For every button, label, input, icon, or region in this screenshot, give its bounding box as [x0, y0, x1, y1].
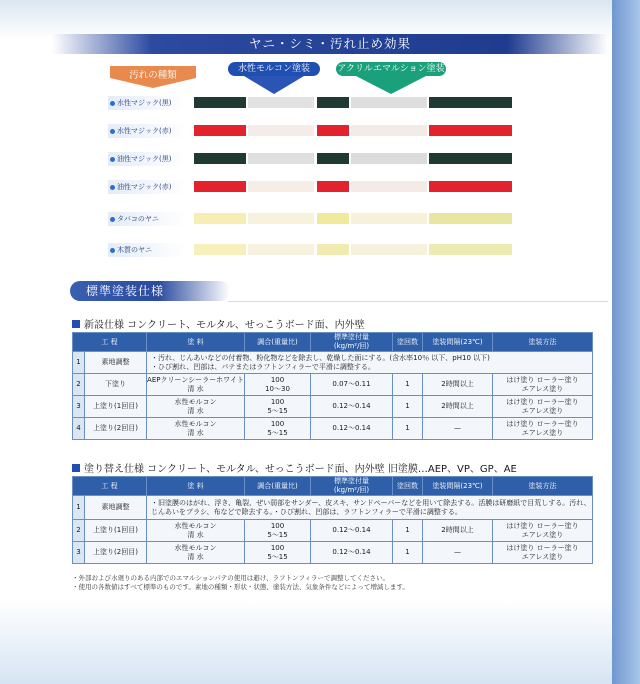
col-header: 工 程	[73, 333, 147, 352]
coat-amount: 0.12〜0.14	[311, 520, 393, 542]
bullet-dot-icon	[110, 185, 115, 190]
stain-swatch	[429, 244, 512, 255]
mix-ratio: 100 5〜15	[245, 396, 311, 418]
col-header: 塗装間隔(23℃)	[423, 333, 493, 352]
bullet-dot-icon	[110, 101, 115, 106]
coat-method: はけ塗り ローラー塗り エアレス塗り	[493, 418, 593, 440]
step-name: 上塗り(2回目)	[85, 418, 147, 440]
stain-swatch	[429, 153, 512, 164]
step-name: 上塗り(2回目)	[85, 542, 147, 564]
coat-interval: —	[423, 418, 493, 440]
stain-row	[108, 96, 512, 110]
coat-count: 1	[393, 374, 423, 396]
mix-ratio: 100 10〜30	[245, 374, 311, 396]
stain-row	[108, 212, 512, 226]
stain-swatch	[351, 244, 427, 255]
bullet-dot-icon	[110, 157, 115, 162]
table-header-row	[73, 477, 593, 496]
bullet-dot-icon	[110, 217, 115, 222]
stain-swatch	[429, 181, 512, 192]
row-number: 3	[73, 396, 85, 418]
stain-swatch	[351, 213, 427, 224]
table2-title: 塗り替え仕様 コンクリート、モルタル、せっこうボード面、内外壁 旧塗膜…AEP、VP、GP、AE	[72, 460, 517, 475]
col-header: 調合(重量比)	[245, 333, 311, 352]
col-header: 調合(重量比)	[245, 477, 311, 496]
page-edge-bar	[612, 0, 640, 684]
stain-swatch	[429, 97, 512, 108]
table-row	[73, 352, 593, 374]
col-header: 工 程	[73, 477, 147, 496]
step-name: 上塗り(1回目)	[85, 520, 147, 542]
bullet-dot-icon	[110, 248, 115, 253]
footer-gradient	[0, 600, 640, 684]
stain-row	[108, 243, 512, 257]
stain-swatch	[194, 244, 246, 255]
row-number: 2	[73, 374, 85, 396]
row-number: 1	[73, 496, 85, 520]
stain-kind-label: 汚れの種類	[129, 70, 177, 81]
table1-title: 新設仕様 コンクリート、モルタル、せっこうボード面、内外壁	[72, 316, 365, 331]
col-header: 塗回数	[393, 477, 423, 496]
stain-swatch	[248, 125, 314, 136]
stain-swatch	[351, 125, 427, 136]
stain-swatch	[194, 181, 246, 192]
stain-label	[108, 243, 186, 257]
stain-swatch	[429, 213, 512, 224]
stain-swatch	[317, 181, 349, 192]
row-number: 1	[73, 352, 85, 374]
col-header: 塗装間隔(23℃)	[423, 477, 493, 496]
coat-method: はけ塗り ローラー塗り エアレス塗り	[493, 374, 593, 396]
coat-count: 1	[393, 520, 423, 542]
product-header-acrylic	[336, 62, 446, 96]
coat-count: 1	[393, 396, 423, 418]
table-header-row	[73, 333, 593, 352]
col-header: 塗 料	[147, 477, 245, 496]
col-header: 塗回数	[393, 333, 423, 352]
prep-note: ・汚れ、じんあいなどの付着物、粉化物などを除去し、乾燥した面にする。(含水率10％ 以下、pH10 以下) ・ひび割れ、凹部は、パテまたはラフトンフィラーで平滑に調整する。	[147, 352, 593, 374]
step-name: 上塗り(1回目)	[85, 396, 147, 418]
col-header: 標準塗付量 (kg/m²/回)	[311, 477, 393, 496]
paint-name: 水性モルコン 清 水	[147, 396, 245, 418]
stain-label	[108, 124, 186, 138]
table-row	[73, 496, 593, 520]
table-row	[73, 396, 593, 418]
coat-method: はけ塗り ローラー塗り エアレス塗り	[493, 542, 593, 564]
stain-swatch	[248, 244, 314, 255]
page-title: ヤニ・シミ・汚れ止め効果	[52, 34, 608, 54]
coat-amount: 0.12〜0.14	[311, 418, 393, 440]
paint-name: 水性モルコン 清 水	[147, 418, 245, 440]
prep-note: ・旧塗膜のはがれ、浮き、亀裂、ぜい弱部をサンダー、皮スキ、サンドペーパーなどを用いて除去する。活膜は研磨紙で目荒しする。汚れ、 じんあいをブラシ、布などで除去する。・ひび割れ、凹部は、ラフトンフィラーで平滑に調整する。	[147, 496, 593, 520]
paint-name: 水性モルコン 清 水	[147, 520, 245, 542]
coat-interval: 2時間以上	[423, 396, 493, 418]
coat-interval: —	[423, 542, 493, 564]
coat-amount: 0.07〜0.11	[311, 374, 393, 396]
stain-swatch	[194, 153, 246, 164]
stain-swatch	[317, 244, 349, 255]
footnote: ・外部および水廻りのある内部でのエマルションパテの使用は避け、ラフトンフィラーで調整してください。	[72, 574, 389, 582]
step-name: 素地調整	[85, 352, 147, 374]
stain-row	[108, 124, 512, 138]
spec-table-repaint	[72, 476, 593, 564]
coat-method: はけ塗り ローラー塗り エアレス塗り	[493, 396, 593, 418]
mix-ratio: 100 5〜15	[245, 542, 311, 564]
coat-amount: 0.12〜0.14	[311, 542, 393, 564]
spec-table-new	[72, 332, 593, 440]
col-header: 標準塗付量 (kg/m²/回)	[311, 333, 393, 352]
stain-swatch	[194, 97, 246, 108]
coat-amount: 0.12〜0.14	[311, 396, 393, 418]
square-bullet-icon	[72, 320, 80, 328]
coat-interval: 2時間以上	[423, 520, 493, 542]
coat-method: はけ塗り ローラー塗り エアレス塗り	[493, 520, 593, 542]
paint-name: AEPクリーンシーラーホワイト 清 水	[147, 374, 245, 396]
col-header: 塗 料	[147, 333, 245, 352]
stain-name: 油性マジック(黒)	[117, 155, 172, 163]
stain-name: 油性マジック(赤)	[117, 183, 172, 191]
stain-swatch	[351, 153, 427, 164]
stain-name: 木質のヤニ	[117, 246, 152, 254]
stain-swatch	[351, 97, 427, 108]
bullet-dot-icon	[110, 129, 115, 134]
table-row	[73, 542, 593, 564]
row-number: 2	[73, 520, 85, 542]
coat-interval: 2時間以上	[423, 374, 493, 396]
table-row	[73, 374, 593, 396]
stain-swatch	[317, 97, 349, 108]
section-title: 標準塗装仕様	[70, 281, 230, 301]
step-name: 下塗り	[85, 374, 147, 396]
stain-swatch	[317, 213, 349, 224]
stain-row	[108, 180, 512, 194]
footnotes	[72, 574, 409, 592]
stain-swatch	[317, 153, 349, 164]
stain-swatch	[351, 181, 427, 192]
footnote: ・使用の各数値はすべて標準のものです。素地の種類・形状・状態、塗装方法、気象条件などによって増減します。	[72, 583, 409, 591]
row-number: 4	[73, 418, 85, 440]
product-label-acrylic: アクリルエマルション塗装	[337, 64, 445, 74]
paint-name: 水性モルコン 清 水	[147, 542, 245, 564]
stain-kind-banner	[110, 66, 196, 88]
stain-label	[108, 212, 186, 226]
stain-swatch	[317, 125, 349, 136]
coat-count: 1	[393, 542, 423, 564]
stain-label	[108, 180, 186, 194]
arrow-down-icon	[244, 76, 304, 94]
stain-swatch	[248, 97, 314, 108]
stain-swatch	[429, 125, 512, 136]
section-divider	[228, 301, 608, 302]
stain-swatch	[248, 153, 314, 164]
stain-swatch	[194, 213, 246, 224]
stain-name: タバコのヤニ	[117, 215, 159, 223]
mix-ratio: 100 5〜15	[245, 418, 311, 440]
table-row	[73, 520, 593, 542]
table-row	[73, 418, 593, 440]
stain-row	[108, 152, 512, 166]
product-header-morcon	[228, 62, 320, 96]
step-name: 素地調整	[85, 496, 147, 520]
stain-swatch	[248, 213, 314, 224]
square-bullet-icon	[72, 464, 80, 472]
stain-name: 水性マジック(赤)	[117, 127, 172, 135]
stain-swatch	[248, 181, 314, 192]
col-header: 塗装方法	[493, 477, 593, 496]
row-number: 3	[73, 542, 85, 564]
mix-ratio: 100 5〜15	[245, 520, 311, 542]
arrow-down-icon	[356, 76, 426, 94]
stain-label	[108, 152, 186, 166]
stain-name: 水性マジック(黒)	[117, 99, 172, 107]
product-label-morcon: 水性モルコン塗装	[228, 62, 320, 76]
col-header: 塗装方法	[493, 333, 593, 352]
coat-count: 1	[393, 418, 423, 440]
stain-swatch	[194, 125, 246, 136]
stain-label	[108, 96, 186, 110]
